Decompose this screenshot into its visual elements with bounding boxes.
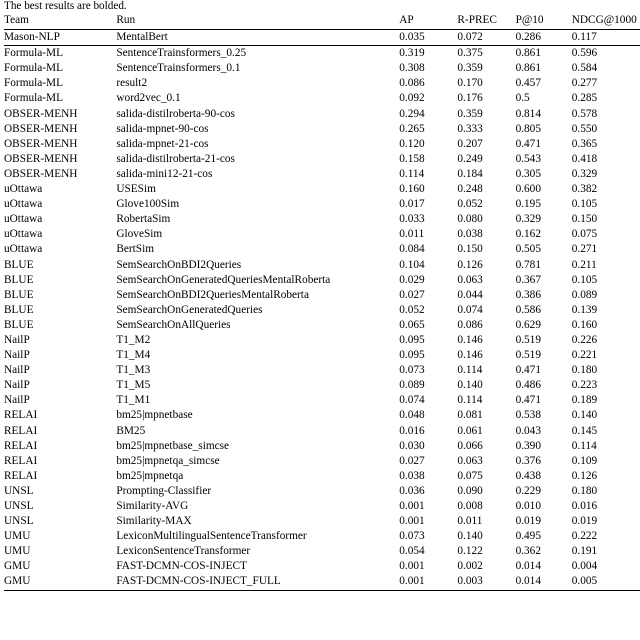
- cell-team: BLUE: [4, 273, 34, 286]
- cell-run: RobertaSim: [116, 213, 171, 226]
- cell-team: NailP: [4, 394, 30, 407]
- table-row: [4, 182, 640, 197]
- cell-run: FAST-DCMN-COS-INJECT: [116, 560, 247, 573]
- cell-ndcg: 0.578: [571, 107, 598, 120]
- table-row: [4, 529, 640, 544]
- cell-ap: 0.308: [399, 62, 425, 75]
- cell-run: salida-distilroberta-90-cos: [116, 107, 235, 120]
- cell-p10: 0.805: [515, 122, 541, 135]
- cell-team: UNSL: [4, 484, 34, 497]
- cell-p10: 0.629: [515, 318, 541, 331]
- cell-p10: 0.471: [515, 394, 541, 407]
- cell-team: UNSL: [4, 500, 34, 512]
- cell-team: OBSER-MENH: [4, 107, 78, 120]
- cell-ndcg: 0.226: [571, 333, 598, 346]
- cell-rprec: 0.002: [457, 560, 483, 573]
- cell-team: uOttawa: [4, 198, 43, 211]
- cell-rprec: 0.086: [457, 318, 483, 331]
- cell-p10: 0.386: [515, 288, 541, 301]
- cell-ap: 0.089: [399, 379, 425, 392]
- cell-rprec: 0.248: [457, 183, 483, 196]
- cell-rprec: 0.044: [457, 288, 483, 301]
- cell-p10: 0.010: [515, 500, 541, 512]
- cell-rprec: 0.375: [457, 46, 515, 62]
- table-row: [4, 76, 640, 91]
- cell-team: uOttawa: [4, 183, 43, 196]
- cell-run: Similarity-MAX: [116, 515, 192, 528]
- cell-ap: 0.027: [399, 288, 425, 301]
- column-header-ndcg: NDCG@1000: [572, 13, 640, 30]
- cell-rprec: 0.075: [457, 469, 483, 482]
- cell-rprec: 0.090: [457, 484, 483, 497]
- cell-team: uOttawa: [4, 228, 43, 241]
- cell-rprec: 0.359: [457, 62, 483, 75]
- cell-ap: 0.016: [399, 424, 425, 437]
- cell-p10: 0.495: [515, 530, 541, 543]
- table-body: [4, 30, 640, 590]
- cell-ndcg: 0.180: [571, 364, 598, 377]
- cell-team: Formula-ML: [4, 92, 63, 105]
- cell-rprec: 0.011: [457, 515, 483, 528]
- table-row: [4, 273, 640, 288]
- cell-rprec: 0.140: [457, 530, 483, 543]
- cell-ap: 0.073: [399, 364, 425, 377]
- cell-team: uOttawa: [4, 243, 43, 256]
- cell-ap: 0.048: [399, 409, 425, 422]
- cell-ap: 0.319: [399, 46, 457, 62]
- cell-rprec: 0.359: [457, 107, 483, 120]
- cell-ndcg: 0.221: [571, 349, 598, 362]
- table-row: [4, 439, 640, 454]
- cell-p10: 0.586: [515, 303, 541, 316]
- cell-team: NailP: [4, 379, 30, 392]
- cell-p10: 0.457: [515, 77, 541, 90]
- table-row: [4, 91, 640, 106]
- cell-ndcg: 0.180: [571, 484, 598, 497]
- cell-p10: 0.543: [515, 152, 541, 165]
- cell-p10: 0.519: [515, 349, 541, 362]
- table-row: [4, 318, 640, 333]
- table-row: [4, 393, 640, 408]
- cell-team: RELAI: [4, 439, 38, 452]
- cell-team: RELAI: [4, 424, 38, 437]
- cell-ap: 0.030: [399, 439, 425, 452]
- cell-run: SemSearchOnGeneratedQueriesMentalRoberta: [116, 273, 331, 286]
- cell-team: OBSER-MENH: [4, 152, 78, 165]
- cell-ap: 0.160: [399, 183, 425, 196]
- cell-run: USESim: [116, 183, 156, 196]
- cell-rprec: 0.126: [457, 258, 483, 271]
- cell-ndcg: 0.191: [571, 545, 598, 558]
- table-row: [4, 424, 640, 439]
- table-row: [4, 167, 640, 182]
- cell-rprec: 0.333: [457, 122, 483, 135]
- cell-ap: 0.001: [399, 560, 425, 573]
- cell-ndcg: 0.075: [571, 228, 598, 241]
- cell-ap: 0.001: [399, 574, 457, 590]
- cell-ap: 0.074: [399, 394, 425, 407]
- cell-p10: 0.195: [515, 198, 541, 211]
- cell-run: BertSim: [116, 243, 155, 256]
- cell-rprec: 0.140: [457, 379, 483, 392]
- cell-ndcg: 0.222: [571, 530, 598, 543]
- cell-rprec: 0.184: [457, 167, 483, 180]
- table-row: [4, 469, 640, 484]
- cell-ndcg: 0.365: [571, 137, 598, 150]
- cell-rprec: 0.150: [457, 243, 483, 256]
- cell-ndcg: 0.109: [571, 454, 598, 467]
- cell-rprec: 0.081: [457, 409, 483, 422]
- cell-ndcg: 0.223: [571, 379, 598, 392]
- cell-rprec: 0.170: [457, 77, 483, 90]
- cell-rprec: 0.003: [457, 574, 515, 590]
- cell-team: uOttawa: [4, 213, 43, 226]
- cell-ap: 0.095: [399, 333, 425, 346]
- cell-ndcg: 0.189: [571, 394, 598, 407]
- cell-ap: 0.029: [399, 273, 425, 286]
- cell-ap: 0.120: [399, 137, 425, 150]
- cell-p10: 0.019: [515, 515, 541, 528]
- cell-run: T1_M2: [116, 333, 151, 346]
- cell-ap: 0.033: [399, 213, 425, 226]
- table-row: [4, 303, 640, 318]
- table-row: [4, 499, 640, 514]
- cell-ndcg: 0.150: [571, 213, 598, 226]
- cell-rprec: 0.146: [457, 333, 483, 346]
- cell-team: GMU: [4, 574, 116, 590]
- table-row: [4, 544, 640, 559]
- table-row: [4, 348, 640, 363]
- results-table: [4, 13, 640, 591]
- cell-ap: 0.265: [399, 122, 425, 135]
- table-row: [4, 484, 640, 499]
- cell-team: UMU: [4, 530, 31, 543]
- table-row: [4, 378, 640, 393]
- table-row: [4, 454, 640, 469]
- cell-ap: 0.011: [399, 228, 425, 241]
- cell-p10: 0.376: [515, 454, 541, 467]
- cell-ap: 0.001: [399, 500, 425, 512]
- cell-team: BLUE: [4, 258, 34, 271]
- cell-team: OBSER-MENH: [4, 137, 78, 150]
- cell-ndcg: 0.145: [571, 424, 598, 437]
- cell-run: Similarity-AVG: [116, 500, 189, 512]
- cell-p10: 0.861: [515, 62, 541, 75]
- cell-team: OBSER-MENH: [4, 122, 78, 135]
- table-row: [4, 152, 640, 167]
- cell-run: word2vec_0.1: [116, 92, 181, 105]
- cell-p10: 0.362: [515, 545, 541, 558]
- cell-ndcg: 0.005: [572, 574, 640, 590]
- cell-run: salida-mpnet-21-cos: [116, 137, 209, 150]
- cell-run: T1_M4: [116, 349, 151, 362]
- cell-run: salida-distilroberta-21-cos: [116, 152, 235, 165]
- cell-ndcg: 0.016: [571, 500, 598, 512]
- cell-ndcg: 0.117: [571, 31, 597, 44]
- cell-p10: 0.229: [515, 484, 541, 497]
- cell-p10: 0.286: [515, 31, 541, 44]
- cell-rprec: 0.063: [457, 273, 483, 286]
- cell-team: NailP: [4, 333, 30, 346]
- cell-ndcg: 0.114: [571, 439, 597, 452]
- cell-ndcg: 0.019: [571, 515, 598, 528]
- cell-ap: 0.073: [399, 530, 425, 543]
- cell-p10: 0.438: [515, 469, 541, 482]
- cell-run: T1_M1: [116, 394, 151, 407]
- table-row: [4, 227, 640, 242]
- table-row: [4, 197, 640, 212]
- table-row: [4, 574, 640, 590]
- table-caption: The best results are bolded.: [4, 0, 127, 12]
- cell-ap: 0.092: [399, 92, 425, 105]
- cell-run: Glove100Sim: [116, 198, 180, 211]
- cell-ndcg: 0.329: [571, 167, 598, 180]
- table-row: [4, 212, 640, 227]
- cell-run: GloveSim: [116, 228, 163, 241]
- cell-team: RELAI: [4, 409, 38, 422]
- table-row: [4, 363, 640, 378]
- cell-p10: 0.014: [515, 560, 541, 573]
- cell-team: NailP: [4, 364, 30, 377]
- cell-team: Mason-NLP: [4, 31, 60, 44]
- table-row: [4, 30, 640, 46]
- table-row: [4, 559, 640, 574]
- cell-ndcg: 0.105: [571, 198, 598, 211]
- cell-ndcg: 0.140: [571, 409, 598, 422]
- cell-ndcg: 0.126: [571, 469, 598, 482]
- cell-rprec: 0.008: [457, 500, 483, 512]
- cell-ap: 0.158: [399, 152, 425, 165]
- cell-rprec: 0.122: [457, 545, 483, 558]
- cell-ap: 0.084: [399, 243, 425, 256]
- cell-run: SemSearchOnBDI2Queries: [116, 258, 242, 271]
- cell-team: UMU: [4, 545, 31, 558]
- cell-ndcg: 0.089: [571, 288, 598, 301]
- cell-p10: 0.014: [516, 574, 572, 590]
- cell-ndcg: 0.105: [571, 273, 598, 286]
- table-row: [4, 514, 640, 529]
- cell-p10: 0.367: [515, 273, 541, 286]
- cell-ndcg: 0.211: [571, 258, 597, 271]
- cell-rprec: 0.176: [457, 92, 483, 105]
- column-header-ap: AP: [399, 13, 457, 30]
- cell-run: result2: [116, 77, 148, 90]
- cell-ap: 0.104: [399, 258, 425, 271]
- table-row: [4, 122, 640, 137]
- cell-ap: 0.027: [399, 454, 425, 467]
- cell-ndcg: 0.160: [571, 318, 598, 331]
- cell-p10: 0.305: [515, 167, 541, 180]
- cell-p10: 0.471: [515, 364, 541, 377]
- cell-p10: 0.519: [515, 333, 541, 346]
- cell-team: Formula-ML: [4, 62, 63, 75]
- column-header-p10: P@10: [516, 13, 572, 30]
- cell-p10: 0.5: [515, 92, 530, 105]
- cell-run: salida-mini12-21-cos: [116, 167, 213, 180]
- cell-rprec: 0.146: [457, 349, 483, 362]
- cell-ndcg: 0.139: [571, 303, 598, 316]
- cell-p10: 0.471: [515, 137, 541, 150]
- cell-rprec: 0.063: [457, 454, 483, 467]
- table-row: [4, 137, 640, 152]
- cell-ndcg: 0.584: [571, 62, 598, 75]
- cell-p10: 0.781: [515, 258, 541, 271]
- cell-rprec: 0.072: [457, 31, 483, 44]
- cell-p10: 0.162: [515, 228, 541, 241]
- cell-team: OBSER-MENH: [4, 167, 78, 180]
- cell-run: SentenceTrainsformers_0.1: [116, 62, 241, 75]
- cell-p10: 0.600: [515, 183, 541, 196]
- cell-rprec: 0.061: [457, 424, 483, 437]
- cell-ap: 0.054: [399, 545, 425, 558]
- cell-run: MentalBert: [116, 31, 168, 44]
- cell-ap: 0.294: [399, 107, 425, 120]
- cell-team: RELAI: [4, 454, 38, 467]
- cell-ndcg: 0.418: [571, 152, 598, 165]
- cell-run: Prompting-Classifier: [116, 484, 212, 497]
- table-row: [4, 107, 640, 122]
- cell-run: SemSearchOnGeneratedQueries: [116, 303, 263, 316]
- cell-run: salida-mpnet-90-cos: [116, 122, 209, 135]
- cell-team: BLUE: [4, 288, 34, 301]
- cell-team: RELAI: [4, 469, 38, 482]
- cell-ap: 0.036: [399, 484, 425, 497]
- cell-ndcg: 0.285: [571, 92, 598, 105]
- cell-run: BM25: [116, 424, 146, 437]
- cell-ap: 0.017: [399, 198, 425, 211]
- cell-p10: 0.814: [515, 107, 541, 120]
- column-header-run: Run: [116, 13, 399, 30]
- cell-rprec: 0.066: [457, 439, 483, 452]
- cell-run: LexiconMultilingualSentenceTransformer: [116, 530, 307, 543]
- cell-ndcg: 0.596: [572, 46, 640, 62]
- cell-run: FAST-DCMN-COS-INJECT_FULL: [116, 574, 399, 590]
- cell-team: Formula-ML: [4, 77, 63, 90]
- cell-rprec: 0.074: [457, 303, 483, 316]
- cell-p10: 0.861: [516, 46, 572, 62]
- cell-run: SemSearchOnAllQueries: [116, 318, 231, 331]
- table-row: [4, 258, 640, 273]
- cell-ap: 0.035: [399, 31, 425, 44]
- cell-p10: 0.538: [515, 409, 541, 422]
- cell-ndcg: 0.004: [571, 560, 598, 573]
- cell-team: Formula-ML: [4, 46, 116, 62]
- cell-run: bm25|mpnetqa: [116, 469, 184, 482]
- cell-ndcg: 0.550: [571, 122, 598, 135]
- cell-rprec: 0.038: [457, 228, 483, 241]
- table-row: [4, 408, 640, 423]
- cell-team: BLUE: [4, 303, 34, 316]
- cell-ndcg: 0.382: [571, 183, 598, 196]
- table-header-row: [4, 13, 640, 30]
- table-row: [4, 242, 640, 257]
- cell-team: UNSL: [4, 515, 34, 528]
- cell-p10: 0.390: [515, 439, 541, 452]
- cell-ap: 0.086: [399, 77, 425, 90]
- cell-rprec: 0.080: [457, 213, 483, 226]
- table-row: [4, 46, 640, 62]
- column-header-team: Team: [4, 13, 116, 30]
- cell-ap: 0.065: [399, 318, 425, 331]
- cell-run: bm25|mpnetbase: [116, 409, 193, 422]
- cell-ndcg: 0.277: [571, 77, 598, 90]
- column-header-rprec: R-PREC: [457, 13, 515, 30]
- table-header: [4, 13, 640, 30]
- cell-rprec: 0.249: [457, 152, 483, 165]
- cell-ap: 0.001: [399, 515, 425, 528]
- cell-run: SemSearchOnBDI2QueriesMentalRoberta: [116, 288, 309, 301]
- cell-team: BLUE: [4, 318, 34, 331]
- cell-p10: 0.043: [515, 424, 541, 437]
- cell-p10: 0.329: [515, 213, 541, 226]
- cell-p10: 0.486: [515, 379, 541, 392]
- cell-ap: 0.052: [399, 303, 425, 316]
- cell-run: SentenceTrainsformers_0.25: [116, 46, 399, 62]
- table-row: [4, 333, 640, 348]
- cell-rprec: 0.052: [457, 198, 483, 211]
- cell-p10: 0.505: [515, 243, 541, 256]
- cell-ndcg: 0.271: [571, 243, 598, 256]
- cell-team: GMU: [4, 560, 31, 573]
- cell-run: T1_M5: [116, 379, 151, 392]
- cell-rprec: 0.207: [457, 137, 483, 150]
- cell-run: bm25|mpnetqa_simcse: [116, 454, 220, 467]
- cell-run: T1_M3: [116, 364, 151, 377]
- cell-run: bm25|mpnetbase_simcse: [116, 439, 230, 452]
- cell-ap: 0.095: [399, 349, 425, 362]
- cell-ap: 0.114: [399, 167, 425, 180]
- table-row: [4, 288, 640, 303]
- cell-rprec: 0.114: [457, 394, 483, 407]
- cell-ap: 0.038: [399, 469, 425, 482]
- cell-team: NailP: [4, 349, 30, 362]
- cell-rprec: 0.114: [457, 364, 483, 377]
- cell-run: LexiconSentenceTransformer: [116, 545, 251, 558]
- table-row: [4, 61, 640, 76]
